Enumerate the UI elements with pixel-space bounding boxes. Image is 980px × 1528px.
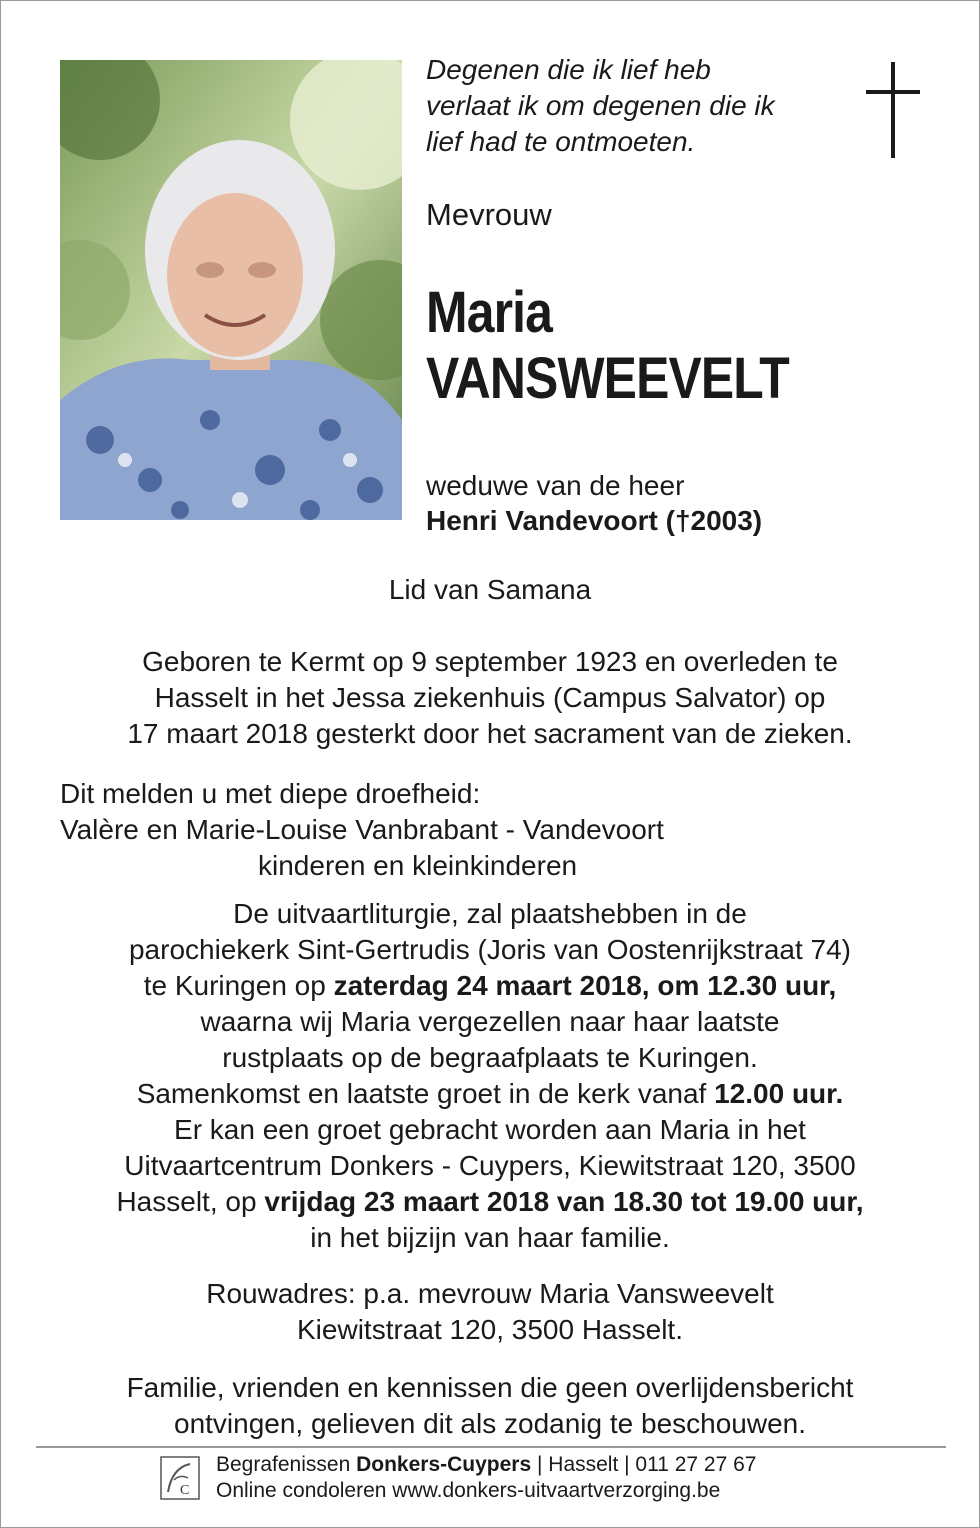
- text-span: | Hasselt | 011 27 27 67: [531, 1453, 757, 1476]
- text-line: Er kan een groet gebracht worden aan Maria in het: [174, 1114, 806, 1145]
- portrait-photo: [60, 60, 402, 520]
- text-line: rustplaats op de begraafplaats te Kuringen.: [222, 1042, 758, 1073]
- family-line: Valère en Marie-Louise Vanbrabant - Vandevoort: [60, 814, 664, 845]
- membership: [40, 572, 940, 608]
- widow-info: [426, 468, 762, 538]
- text-line: Hasselt in het Jessa ziekenhuis (Campus Salvator) op: [154, 682, 826, 713]
- cross-icon: [862, 62, 924, 162]
- footer-divider: [36, 1446, 946, 1448]
- svg-text:C: C: [180, 1483, 190, 1498]
- family-line: kinderen en kleinkinderen: [258, 850, 578, 881]
- footer: [216, 1452, 757, 1504]
- visitation-date: vrijdag 23 maart 2018 van 18.30 tot 19.00 uur,: [264, 1186, 864, 1217]
- text-line: [40, 1184, 940, 1220]
- quote-line: lief had te ontmoeten.: [426, 126, 696, 157]
- text-span: Begrafenissen: [216, 1453, 357, 1476]
- text-line: Uitvaartcentrum Donkers - Cuypers, Kiewitstraat 120, 3500: [124, 1150, 856, 1181]
- footer-company-line: [216, 1452, 757, 1478]
- membership-text: Lid van Samana: [388, 574, 592, 605]
- text-line: Rouwadres: p.a. mevrouw Maria Vansweevelt: [206, 1278, 774, 1309]
- spouse-name: Henri Vandevoort (†2003): [426, 505, 763, 536]
- text-line: ontvingen, gelieven dit als zodanig te beschouwen.: [174, 1408, 806, 1439]
- birth-death-section: [40, 644, 940, 752]
- first-name: Maria: [426, 280, 553, 345]
- text-line: waarna wij Maria vergezellen naar haar laatste: [200, 1006, 780, 1037]
- text-line: Familie, vrienden en kennissen die geen overlijdensbericht: [126, 1372, 854, 1403]
- text-line: Geboren te Kermt op 9 september 1923 en overleden te: [142, 646, 838, 677]
- ceremony-date: zaterdag 24 maart 2018, om 12.30 uur,: [333, 970, 837, 1001]
- announcement-section: [0, 776, 780, 884]
- text-line: [40, 968, 940, 1004]
- text-line: in het bijzijn van haar familie.: [310, 1222, 670, 1253]
- text-line: parochiekerk Sint-Gertrudis (Joris van Oostenrijkstraat 74): [128, 934, 852, 965]
- honorific: Mevrouw: [426, 197, 552, 232]
- quote-line: Degenen die ik lief heb: [426, 54, 711, 85]
- text-line: 17 maart 2018 gesterkt door het sacrament van de zieken.: [127, 718, 853, 749]
- quote-line: verlaat ik om degenen die ik: [426, 90, 775, 121]
- footer-website-line[interactable]: Online condoleren www.donkers-uitvaartverzorging.be: [216, 1479, 721, 1502]
- deceased-name: [426, 280, 789, 412]
- gathering-time: 12.00 uur.: [714, 1078, 844, 1109]
- memorial-quote: [426, 52, 846, 160]
- text-line: De uitvaartliturgie, zal plaatshebben in de: [233, 898, 747, 929]
- text-line: [40, 1076, 940, 1112]
- notice-section: [40, 1370, 940, 1442]
- text-line: Kiewitstraat 120, 3500 Hasselt.: [297, 1314, 683, 1345]
- text-span: te Kuringen op: [143, 970, 334, 1001]
- text-span: Samenkomst en laatste groet in de kerk vanaf: [136, 1078, 715, 1109]
- last-name: VANSWEEVELT: [426, 346, 789, 411]
- widow-label: weduwe van de heer: [426, 470, 685, 501]
- address-section: [40, 1276, 940, 1348]
- funeral-home-logo-icon: [160, 1456, 200, 1500]
- announcement-intro: Dit melden u met diepe droefheid:: [60, 778, 481, 809]
- company-name: Donkers-Cuypers: [356, 1453, 532, 1476]
- text-span: Hasselt, op: [116, 1186, 265, 1217]
- service-section: [40, 896, 940, 1256]
